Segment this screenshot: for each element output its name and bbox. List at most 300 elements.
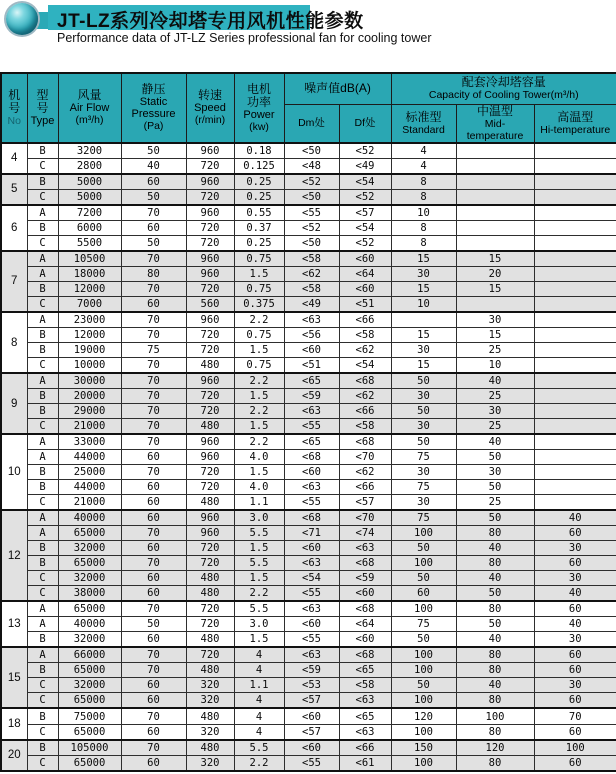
cell-airflow: 65000	[58, 663, 121, 678]
cell-power: 4	[234, 647, 284, 663]
header-noise-dm-label: Dm处	[298, 117, 325, 129]
header-speed	[186, 73, 234, 143]
header-fan-no-en: No	[7, 114, 21, 127]
cell-noise-df: <57	[339, 205, 391, 221]
title-block	[0, 0, 616, 72]
cell-airflow: 18000	[58, 266, 121, 281]
cell-noise-df: <61	[339, 755, 391, 771]
cell-speed: 720	[186, 343, 234, 358]
table-row	[1, 480, 616, 495]
header-noise-title: 噪声值dB(A)	[304, 81, 371, 96]
cell-capacity-hi: 30	[534, 632, 616, 648]
cell-noise-df: <58	[339, 419, 391, 435]
cell-capacity-hi	[534, 235, 616, 251]
cell-capacity-mid	[456, 158, 534, 174]
cell-power: 1.5	[234, 571, 284, 586]
cell-capacity-standard: 4	[391, 158, 456, 174]
cell-pressure: 50	[121, 235, 186, 251]
cell-power: 5.5	[234, 556, 284, 571]
cell-power: 2.2	[234, 404, 284, 419]
cell-capacity-mid: 25	[456, 419, 534, 435]
cell-airflow: 25000	[58, 465, 121, 480]
cell-noise-df: <63	[339, 724, 391, 740]
cell-noise-dm: <63	[284, 601, 339, 617]
cell-pressure: 70	[121, 281, 186, 296]
cell-noise-dm: <68	[284, 450, 339, 465]
cell-pressure: 60	[121, 220, 186, 235]
header-capacity-hi	[534, 104, 616, 143]
header-capacity-group	[391, 73, 616, 104]
cell-noise-dm: <65	[284, 373, 339, 389]
cell-power: 1.5	[234, 632, 284, 648]
header-mid-en: Mid-temperature	[466, 117, 524, 142]
table-row	[1, 740, 616, 756]
fan-no-cell: 20	[1, 740, 27, 771]
cell-capacity-standard: 60	[391, 586, 456, 602]
cell-capacity-standard: 15	[391, 328, 456, 343]
cell-type: C	[27, 419, 58, 435]
cell-capacity-standard: 100	[391, 647, 456, 663]
cell-speed: 480	[186, 586, 234, 602]
cell-power: 0.25	[234, 174, 284, 190]
cell-type: C	[27, 495, 58, 511]
cell-capacity-mid: 80	[456, 601, 534, 617]
cell-noise-df: <51	[339, 296, 391, 312]
header-type-zh1: 型	[36, 87, 49, 102]
table-row	[1, 556, 616, 571]
cell-capacity-mid: 120	[456, 740, 534, 756]
table-row	[1, 647, 616, 663]
cell-airflow: 40000	[58, 510, 121, 526]
cell-airflow: 65000	[58, 724, 121, 740]
cell-capacity-hi: 40	[534, 586, 616, 602]
fan-no-cell: 10	[1, 434, 27, 510]
table-row	[1, 158, 616, 174]
cell-speed: 960	[186, 373, 234, 389]
cell-pressure: 60	[121, 450, 186, 465]
cell-noise-dm: <50	[284, 143, 339, 159]
cell-noise-df: <62	[339, 343, 391, 358]
table-row	[1, 220, 616, 235]
cell-capacity-standard: 50	[391, 404, 456, 419]
cell-noise-dm: <57	[284, 724, 339, 740]
cell-capacity-mid	[456, 174, 534, 190]
cell-noise-dm: <63	[284, 312, 339, 328]
cell-capacity-standard: 30	[391, 389, 456, 404]
cell-power: 2.2	[234, 373, 284, 389]
cell-capacity-hi: 60	[534, 663, 616, 678]
cell-noise-dm: <71	[284, 526, 339, 541]
table-row	[1, 708, 616, 724]
cell-capacity-standard	[391, 312, 456, 328]
cell-speed: 480	[186, 571, 234, 586]
cell-capacity-mid: 15	[456, 281, 534, 296]
cell-noise-dm: <51	[284, 357, 339, 373]
cell-airflow: 7000	[58, 296, 121, 312]
cell-noise-dm: <60	[284, 740, 339, 756]
cell-capacity-mid: 50	[456, 617, 534, 632]
cell-type: B	[27, 281, 58, 296]
cell-type: A	[27, 617, 58, 632]
cell-capacity-hi	[534, 373, 616, 389]
cell-capacity-hi	[534, 419, 616, 435]
cell-power: 4.0	[234, 450, 284, 465]
header-noise-df-label: Df处	[354, 117, 376, 129]
cell-type: A	[27, 450, 58, 465]
cell-pressure: 70	[121, 647, 186, 663]
cell-capacity-mid: 80	[456, 647, 534, 663]
cell-power: 0.125	[234, 158, 284, 174]
cell-capacity-hi: 30	[534, 541, 616, 556]
cell-airflow: 5000	[58, 174, 121, 190]
cell-capacity-mid	[456, 143, 534, 159]
table-row	[1, 724, 616, 740]
table-row	[1, 632, 616, 648]
cell-noise-df: <52	[339, 189, 391, 205]
table-row	[1, 693, 616, 709]
cell-airflow: 5000	[58, 189, 121, 205]
cell-capacity-hi	[534, 189, 616, 205]
cell-airflow: 32000	[58, 678, 121, 693]
table-row	[1, 586, 616, 602]
cell-noise-dm: <65	[284, 434, 339, 450]
cell-noise-df: <60	[339, 251, 391, 267]
header-speed-unit: (r/min)	[194, 114, 226, 127]
cell-capacity-mid: 25	[456, 495, 534, 511]
cell-noise-dm: <58	[284, 281, 339, 296]
cell-capacity-standard: 75	[391, 480, 456, 495]
cell-capacity-mid: 50	[456, 450, 534, 465]
cell-airflow: 20000	[58, 389, 121, 404]
cell-speed: 320	[186, 724, 234, 740]
cell-capacity-standard: 100	[391, 693, 456, 709]
cell-pressure: 70	[121, 601, 186, 617]
cell-noise-df: <62	[339, 389, 391, 404]
cell-airflow: 40000	[58, 617, 121, 632]
table-row	[1, 450, 616, 465]
cell-pressure: 70	[121, 419, 186, 435]
header-type	[27, 73, 58, 143]
cell-capacity-standard: 75	[391, 617, 456, 632]
header-power-zh2: 功率	[246, 94, 271, 109]
cell-pressure: 70	[121, 404, 186, 419]
fan-no-cell: 13	[1, 601, 27, 647]
cell-capacity-mid: 20	[456, 266, 534, 281]
cell-capacity-standard: 8	[391, 189, 456, 205]
cell-capacity-hi: 30	[534, 678, 616, 693]
table-row	[1, 678, 616, 693]
cell-capacity-mid: 50	[456, 480, 534, 495]
header-motor-power	[234, 73, 284, 143]
cell-capacity-hi	[534, 281, 616, 296]
cell-type: A	[27, 434, 58, 450]
cell-power: 2.2	[234, 755, 284, 771]
cell-speed: 720	[186, 389, 234, 404]
cell-capacity-hi: 60	[534, 601, 616, 617]
cell-capacity-mid: 80	[456, 693, 534, 709]
cell-noise-df: <57	[339, 495, 391, 511]
cell-speed: 960	[186, 450, 234, 465]
cell-speed: 960	[186, 526, 234, 541]
cell-power: 1.5	[234, 266, 284, 281]
cell-capacity-mid: 15	[456, 251, 534, 267]
cell-power: 0.375	[234, 296, 284, 312]
cell-pressure: 60	[121, 480, 186, 495]
cell-pressure: 70	[121, 556, 186, 571]
cell-capacity-standard: 50	[391, 632, 456, 648]
cell-noise-dm: <59	[284, 663, 339, 678]
cell-pressure: 75	[121, 343, 186, 358]
cell-noise-df: <58	[339, 328, 391, 343]
cell-type: C	[27, 571, 58, 586]
table-row	[1, 601, 616, 617]
cell-noise-dm: <55	[284, 205, 339, 221]
cell-noise-dm: <55	[284, 632, 339, 648]
fan-no-cell: 9	[1, 373, 27, 434]
cell-noise-df: <74	[339, 526, 391, 541]
cell-capacity-mid	[456, 205, 534, 221]
header-hi-zh: 高温型	[557, 109, 594, 124]
cell-type: C	[27, 158, 58, 174]
cell-capacity-hi: 60	[534, 647, 616, 663]
cell-pressure: 70	[121, 663, 186, 678]
cell-noise-df: <70	[339, 510, 391, 526]
cell-capacity-standard: 10	[391, 296, 456, 312]
cell-airflow: 66000	[58, 647, 121, 663]
cell-speed: 960	[186, 312, 234, 328]
cell-airflow: 65000	[58, 601, 121, 617]
cell-pressure: 40	[121, 158, 186, 174]
cell-noise-dm: <60	[284, 541, 339, 556]
cell-speed: 960	[186, 434, 234, 450]
cell-noise-df: <66	[339, 480, 391, 495]
cell-capacity-standard: 10	[391, 205, 456, 221]
header-fan-no-zh1: 机	[8, 87, 21, 102]
cell-type: B	[27, 465, 58, 480]
cell-power: 5.5	[234, 601, 284, 617]
table-row	[1, 189, 616, 205]
header-speed-zh: 转速	[197, 88, 222, 103]
header-fan-no-zh2: 号	[8, 100, 21, 115]
cell-capacity-mid	[456, 220, 534, 235]
cell-capacity-standard: 8	[391, 235, 456, 251]
cell-capacity-mid: 50	[456, 510, 534, 526]
cell-airflow: 38000	[58, 586, 121, 602]
cell-pressure: 70	[121, 251, 186, 267]
cell-capacity-standard: 30	[391, 495, 456, 511]
header-noise-group	[284, 73, 391, 104]
cell-type: B	[27, 328, 58, 343]
cell-airflow: 33000	[58, 434, 121, 450]
cell-capacity-hi	[534, 158, 616, 174]
cell-power: 1.5	[234, 541, 284, 556]
cell-speed: 720	[186, 601, 234, 617]
cell-speed: 720	[186, 617, 234, 632]
table-row	[1, 526, 616, 541]
cell-pressure: 80	[121, 266, 186, 281]
cell-noise-df: <63	[339, 693, 391, 709]
cell-capacity-hi: 100	[534, 740, 616, 756]
cell-noise-dm: <52	[284, 220, 339, 235]
table-row	[1, 404, 616, 419]
cell-airflow: 5500	[58, 235, 121, 251]
cell-airflow: 32000	[58, 632, 121, 648]
performance-table	[0, 72, 616, 772]
cell-capacity-standard: 30	[391, 419, 456, 435]
cell-pressure: 60	[121, 755, 186, 771]
cell-capacity-mid: 30	[456, 404, 534, 419]
cell-capacity-mid: 80	[456, 724, 534, 740]
cell-capacity-mid: 80	[456, 556, 534, 571]
cell-noise-dm: <55	[284, 586, 339, 602]
cell-capacity-mid: 100	[456, 708, 534, 724]
cell-capacity-hi: 70	[534, 708, 616, 724]
cell-power: 0.25	[234, 189, 284, 205]
fan-no-cell: 18	[1, 708, 27, 739]
cell-pressure: 70	[121, 328, 186, 343]
cell-type: B	[27, 220, 58, 235]
cell-type: B	[27, 556, 58, 571]
cell-pressure: 70	[121, 740, 186, 756]
cell-power: 0.75	[234, 357, 284, 373]
cell-airflow: 65000	[58, 556, 121, 571]
table-row	[1, 434, 616, 450]
table-row	[1, 235, 616, 251]
cell-noise-df: <60	[339, 586, 391, 602]
fan-no-cell: 6	[1, 205, 27, 251]
cell-pressure: 60	[121, 586, 186, 602]
cell-type: B	[27, 389, 58, 404]
cell-capacity-hi	[534, 220, 616, 235]
header-hi-en: Hi-temperature	[540, 123, 611, 136]
cell-type: B	[27, 343, 58, 358]
cell-speed: 720	[186, 189, 234, 205]
cell-type: B	[27, 740, 58, 756]
cell-airflow: 65000	[58, 526, 121, 541]
cell-capacity-standard: 50	[391, 373, 456, 389]
page-subtitle: Performance data of JT-LZ Series professional fan for cooling tower	[57, 31, 432, 45]
cell-speed: 480	[186, 632, 234, 648]
cell-capacity-mid: 40	[456, 541, 534, 556]
cell-capacity-standard: 75	[391, 450, 456, 465]
cell-capacity-hi: 40	[534, 617, 616, 632]
cell-capacity-hi	[534, 205, 616, 221]
cell-power: 5.5	[234, 526, 284, 541]
cell-capacity-hi	[534, 357, 616, 373]
cell-noise-dm: <60	[284, 708, 339, 724]
table-row	[1, 389, 616, 404]
cell-speed: 480	[186, 495, 234, 511]
cell-noise-df: <68	[339, 373, 391, 389]
cell-power: 0.75	[234, 328, 284, 343]
cell-noise-dm: <53	[284, 678, 339, 693]
cell-pressure: 70	[121, 434, 186, 450]
cell-capacity-hi: 40	[534, 510, 616, 526]
cell-noise-dm: <62	[284, 266, 339, 281]
cell-capacity-standard: 30	[391, 266, 456, 281]
cell-noise-dm: <60	[284, 343, 339, 358]
cell-power: 0.25	[234, 235, 284, 251]
cell-capacity-standard: 30	[391, 343, 456, 358]
cell-noise-dm: <54	[284, 571, 339, 586]
cell-noise-df: <68	[339, 434, 391, 450]
cell-noise-dm: <63	[284, 556, 339, 571]
cell-capacity-mid: 25	[456, 343, 534, 358]
cell-capacity-hi	[534, 143, 616, 159]
cell-airflow: 19000	[58, 343, 121, 358]
cell-type: B	[27, 174, 58, 190]
cell-type: A	[27, 312, 58, 328]
header-power-zh1: 电机	[246, 81, 271, 96]
header-airflow-unit: (m³/h)	[75, 114, 104, 127]
cell-noise-dm: <52	[284, 174, 339, 190]
cell-type: B	[27, 480, 58, 495]
cell-type: B	[27, 632, 58, 648]
cell-capacity-standard: 50	[391, 571, 456, 586]
cell-pressure: 50	[121, 143, 186, 159]
cell-pressure: 70	[121, 708, 186, 724]
cell-noise-dm: <60	[284, 465, 339, 480]
cell-capacity-standard: 100	[391, 601, 456, 617]
table-row	[1, 755, 616, 771]
cell-speed: 320	[186, 755, 234, 771]
cell-capacity-mid: 10	[456, 357, 534, 373]
cell-pressure: 60	[121, 541, 186, 556]
cell-capacity-standard: 4	[391, 143, 456, 159]
cell-capacity-mid	[456, 189, 534, 205]
header-capacity-standard	[391, 104, 456, 143]
cell-airflow: 65000	[58, 693, 121, 709]
header-airflow-zh: 风量	[77, 88, 102, 103]
cell-speed: 720	[186, 465, 234, 480]
cell-speed: 960	[186, 205, 234, 221]
cell-power: 5.5	[234, 740, 284, 756]
cell-power: 0.75	[234, 251, 284, 267]
cell-noise-df: <68	[339, 647, 391, 663]
cell-airflow: 12000	[58, 281, 121, 296]
cell-capacity-standard: 100	[391, 663, 456, 678]
table-row	[1, 281, 616, 296]
cell-pressure: 50	[121, 189, 186, 205]
cell-capacity-hi: 30	[534, 571, 616, 586]
cell-speed: 720	[186, 556, 234, 571]
cell-capacity-hi: 60	[534, 755, 616, 771]
cell-pressure: 60	[121, 693, 186, 709]
table-row	[1, 251, 616, 267]
cell-noise-dm: <68	[284, 510, 339, 526]
cell-capacity-mid: 30	[456, 312, 534, 328]
cell-noise-df: <65	[339, 708, 391, 724]
cell-power: 1.5	[234, 419, 284, 435]
cell-noise-dm: <57	[284, 693, 339, 709]
cell-noise-dm: <49	[284, 296, 339, 312]
cell-type: C	[27, 693, 58, 709]
cell-capacity-hi	[534, 266, 616, 281]
cell-airflow: 7200	[58, 205, 121, 221]
cell-airflow: 30000	[58, 373, 121, 389]
cell-speed: 560	[186, 296, 234, 312]
table-row	[1, 617, 616, 632]
cell-capacity-hi	[534, 312, 616, 328]
cell-type: C	[27, 678, 58, 693]
cell-capacity-standard: 50	[391, 541, 456, 556]
table-row	[1, 495, 616, 511]
cell-capacity-standard: 15	[391, 357, 456, 373]
header-standard-en: Standard	[402, 123, 445, 136]
cell-capacity-hi	[534, 343, 616, 358]
cell-airflow: 32000	[58, 571, 121, 586]
cell-capacity-mid: 40	[456, 678, 534, 693]
